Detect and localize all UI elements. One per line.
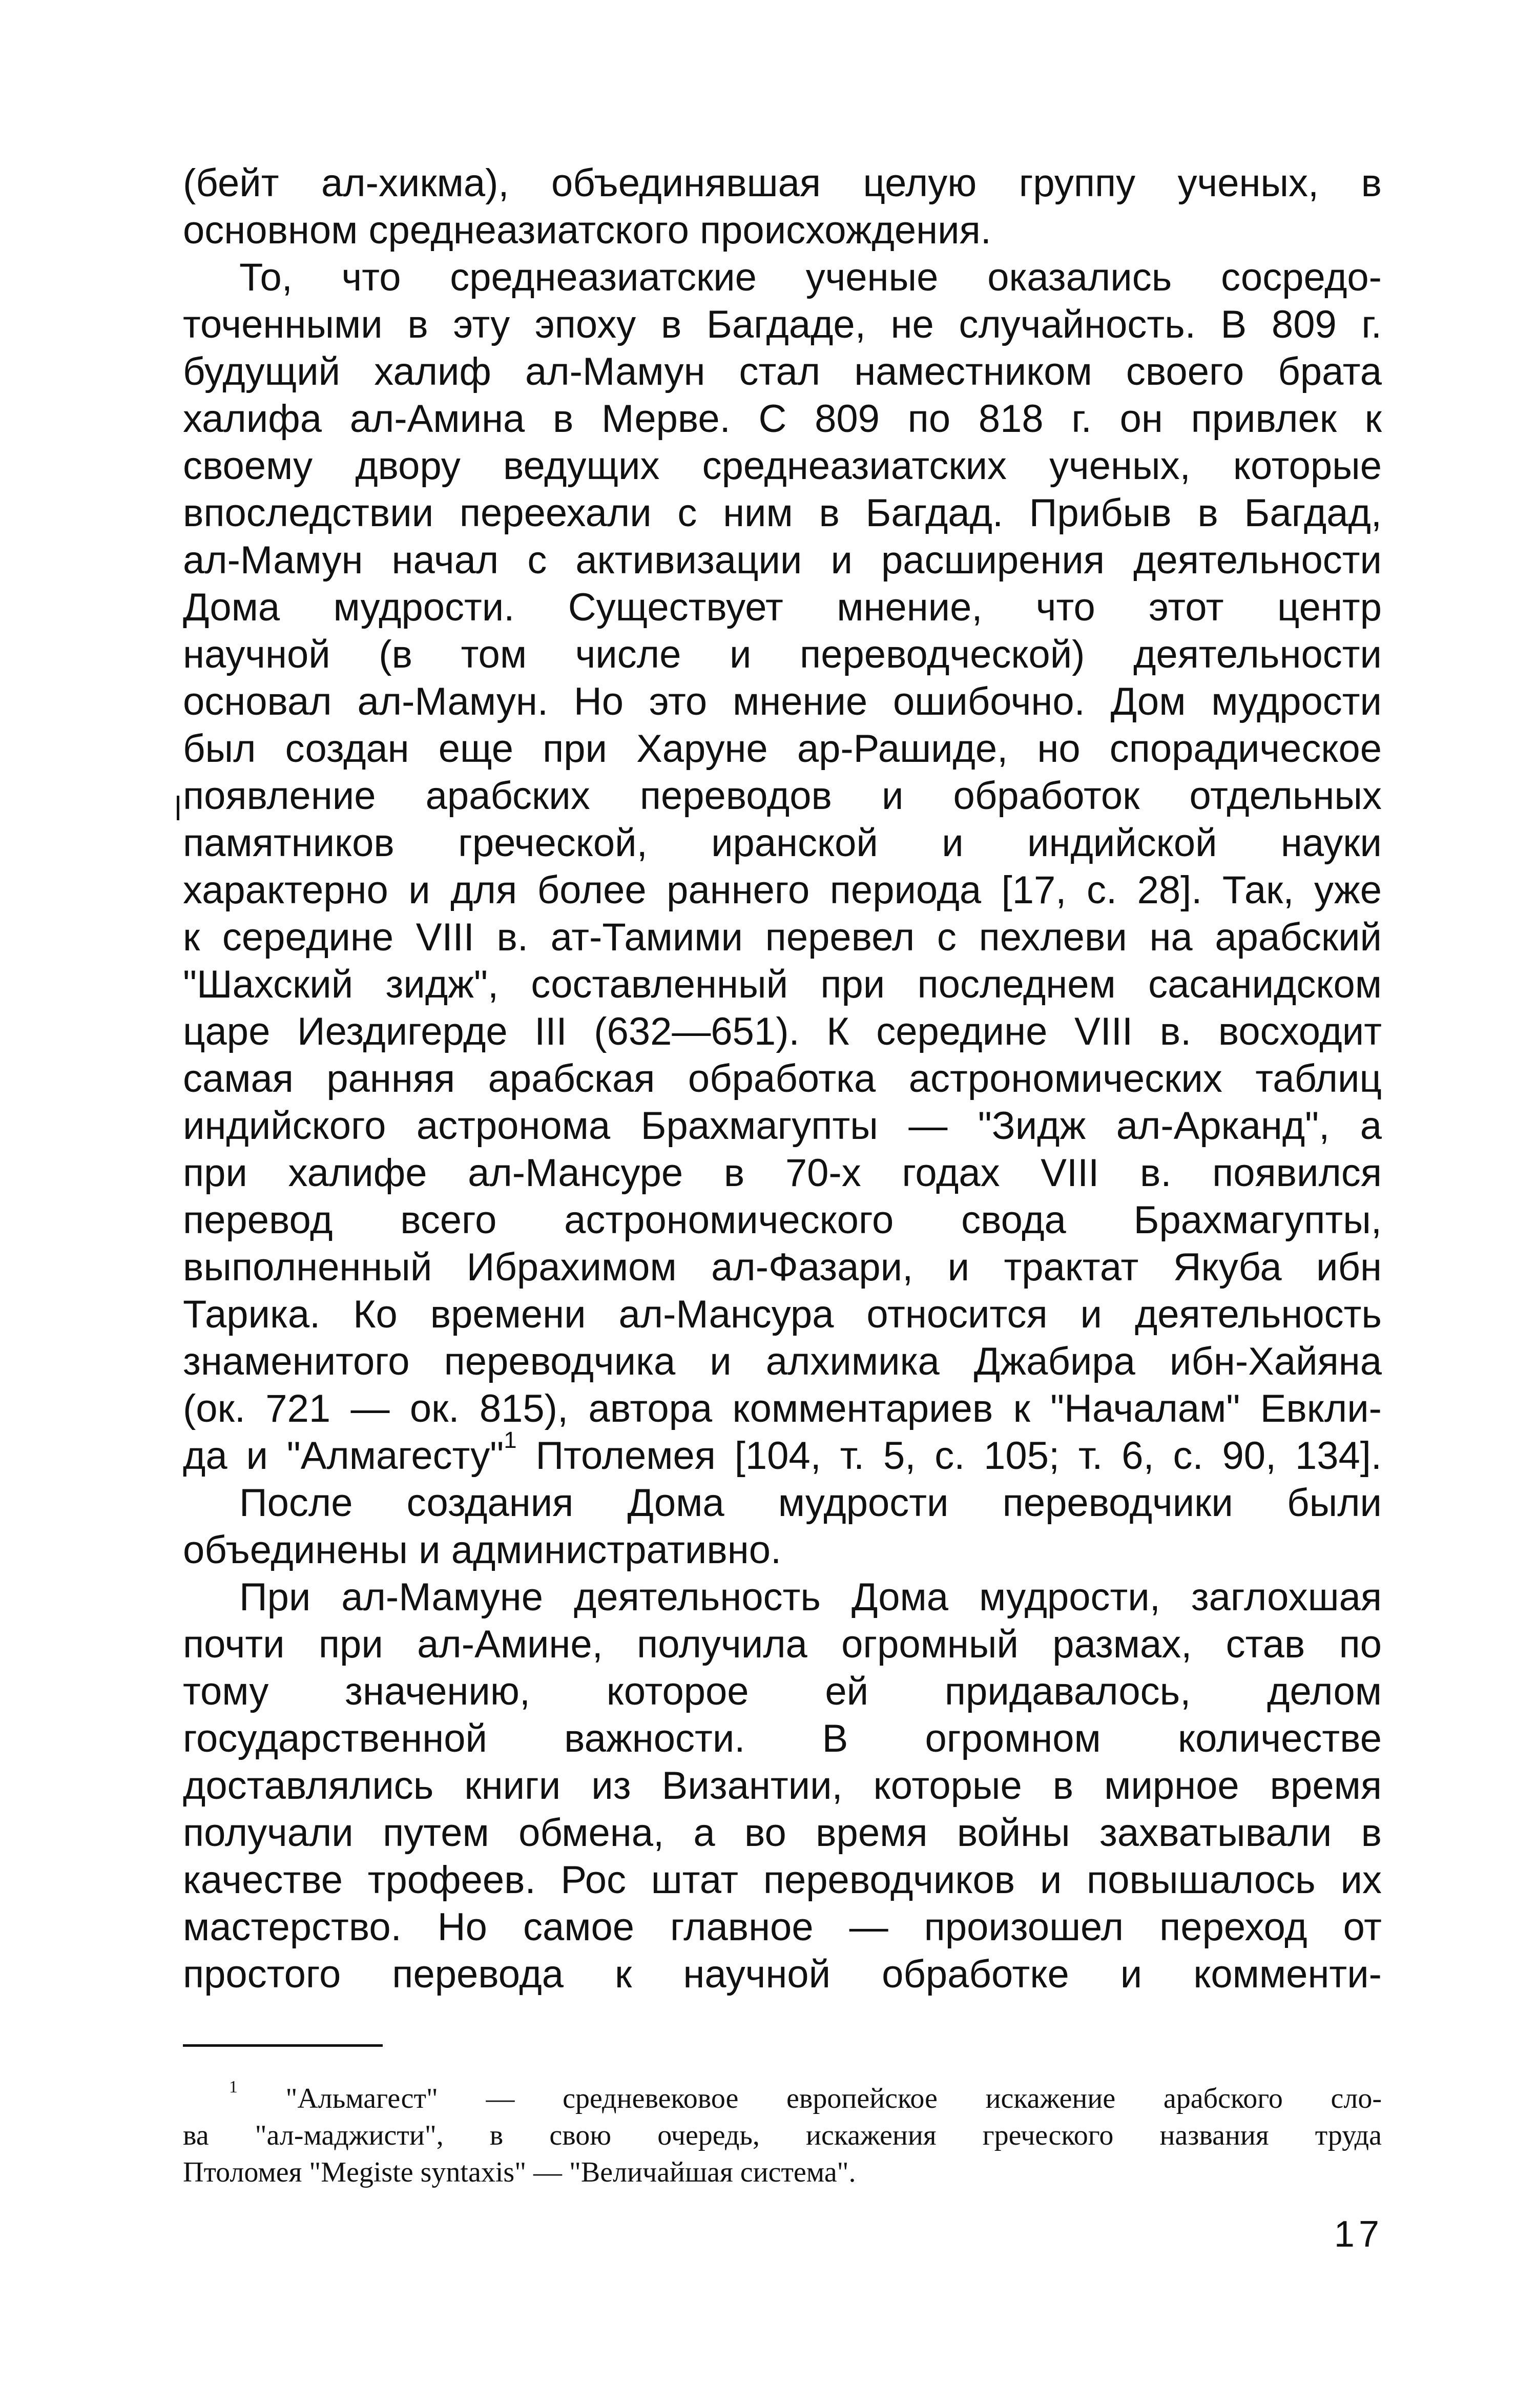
text-line: доставлялись книги из Византии, которые в мирное время [183, 1764, 1382, 1808]
text-line: После создания Дома мудрости переводчики были [239, 1481, 1382, 1525]
footnote-line: Птоломея "Megiste syntaxis" — "Величайшая система". [183, 2156, 856, 2188]
page-number: 17 [1334, 2214, 1383, 2255]
text-fragment: да и "Алмагесту" [183, 1434, 504, 1478]
text-line: ал-Мамун начал с активизации и расширения деятельности [183, 538, 1382, 582]
paragraph-4 [183, 1574, 1382, 1998]
text-line: появление арабских переводов и обработок отдельных [183, 774, 1382, 818]
text-line: качестве трофеев. Рос штат переводчиков и повышалось их [183, 1858, 1382, 1902]
text-line: То, что среднеазиатские ученые оказались сосредо- [239, 256, 1382, 299]
text-line: самая ранняя арабская обработка астрономических таблиц [183, 1057, 1382, 1101]
margin-mark [177, 796, 179, 820]
text-line: объединены и административно. [183, 1528, 782, 1572]
footnote-line [183, 2077, 1382, 2117]
text-line: (ок. 721 — ок. 815), автора комментариев к "Началам" Евкли- [183, 1387, 1382, 1430]
text-line: памятников греческой, иранской и индийской науки [183, 821, 1382, 865]
text-line: При ал-Мамуне деятельность Дома мудрости, заглохшая [239, 1575, 1382, 1619]
text-line: научной (в том числе и переводческой) деятельности [183, 633, 1382, 676]
text-line: впоследствии переехали с ним в Багдад. Прибыв в Багдад, [183, 491, 1382, 535]
footnote-line: ва "ал-маджисти", в свою очередь, искажения греческого названия труда [183, 2120, 1382, 2151]
text-line: "Шахский зидж", составленный при последнем сасанидском [183, 963, 1382, 1006]
text-line-with-footnote [183, 1426, 1382, 1480]
text-line: (бейт ал-хикма), объединявшая целую группу ученых, в [183, 161, 1382, 205]
text-line: перевод всего астрономического свода Брахмагупты, [183, 1198, 1382, 1242]
text-line: Дома мудрости. Существует мнение, что этот центр [183, 586, 1382, 629]
text-line: простого перевода к научной обработке и комменти- [183, 1953, 1382, 1996]
text-line: знаменитого переводчика и алхимика Джабира ибн-Хайяна [183, 1340, 1382, 1383]
footnote-divider [183, 2044, 383, 2047]
paragraph-2 [183, 254, 1382, 1480]
text-line: получали путем обмена, а во время войны захватывали в [183, 1811, 1382, 1855]
text-line: будущий халиф ал-Мамун стал наместником своего брата [183, 350, 1382, 393]
text-line: халифа ал-Амина в Мерве. С 809 по 818 г. он привлек к [183, 397, 1382, 441]
text-line: к середине VIII в. ат-Тамими перевел с пехлеви на арабский [183, 916, 1382, 959]
text-line: почти при ал-Амине, получила огромный размах, став по [183, 1623, 1382, 1666]
main-text [183, 160, 1382, 1998]
text-line: тому значению, которое ей придавалось, делом [183, 1670, 1382, 1713]
text-line: индийского астронома Брахмагупты — "Зидж ал-Арканд", а [183, 1104, 1382, 1148]
text-line: основном среднеазиатского происхождения. [183, 209, 991, 252]
text-line: был создан еще при Харуне ар-Рашиде, но спорадическое [183, 727, 1382, 771]
text-line: Тарика. Ко времени ал-Мансура относится и деятельность [183, 1293, 1382, 1336]
footnote-marker: 1 [229, 2077, 238, 2096]
footnote-reference[interactable]: 1 [504, 1426, 517, 1453]
text-line: царе Иездигерде III (632—651). К середине VIII в. восходит [183, 1010, 1382, 1053]
paragraph-1 [183, 160, 1382, 254]
text-line: при халифе ал-Мансуре в 70-х годах VIII в. появился [183, 1151, 1382, 1195]
text-line: характерно и для более раннего периода [17, с. 28]. Так, уже [183, 868, 1382, 912]
text-line: выполненный Ибрахимом ал-Фазари, и трактат Якуба ибн [183, 1245, 1382, 1289]
text-line: своему двору ведущих среднеазиатских ученых, которые [183, 444, 1382, 488]
paragraph-3 [183, 1480, 1382, 1574]
text-line: точенными в эту эпоху в Багдаде, не случайность. В 809 г. [183, 303, 1382, 346]
text-fragment: "Альмагест" — средневековое европейское искажение арабского сло- [237, 2083, 1382, 2114]
text-fragment: Птолемея [104, т. 5, с. 105; т. 6, с. 90, 134]. [516, 1434, 1382, 1478]
text-line: основал ал-Мамун. Но это мнение ошибочно. Дом мудрости [183, 680, 1382, 723]
footnote [183, 2077, 1382, 2191]
text-line: государственной важности. В огромном количестве [183, 1717, 1382, 1760]
text-line: мастерство. Но самое главное — произошел переход от [183, 1905, 1382, 1949]
